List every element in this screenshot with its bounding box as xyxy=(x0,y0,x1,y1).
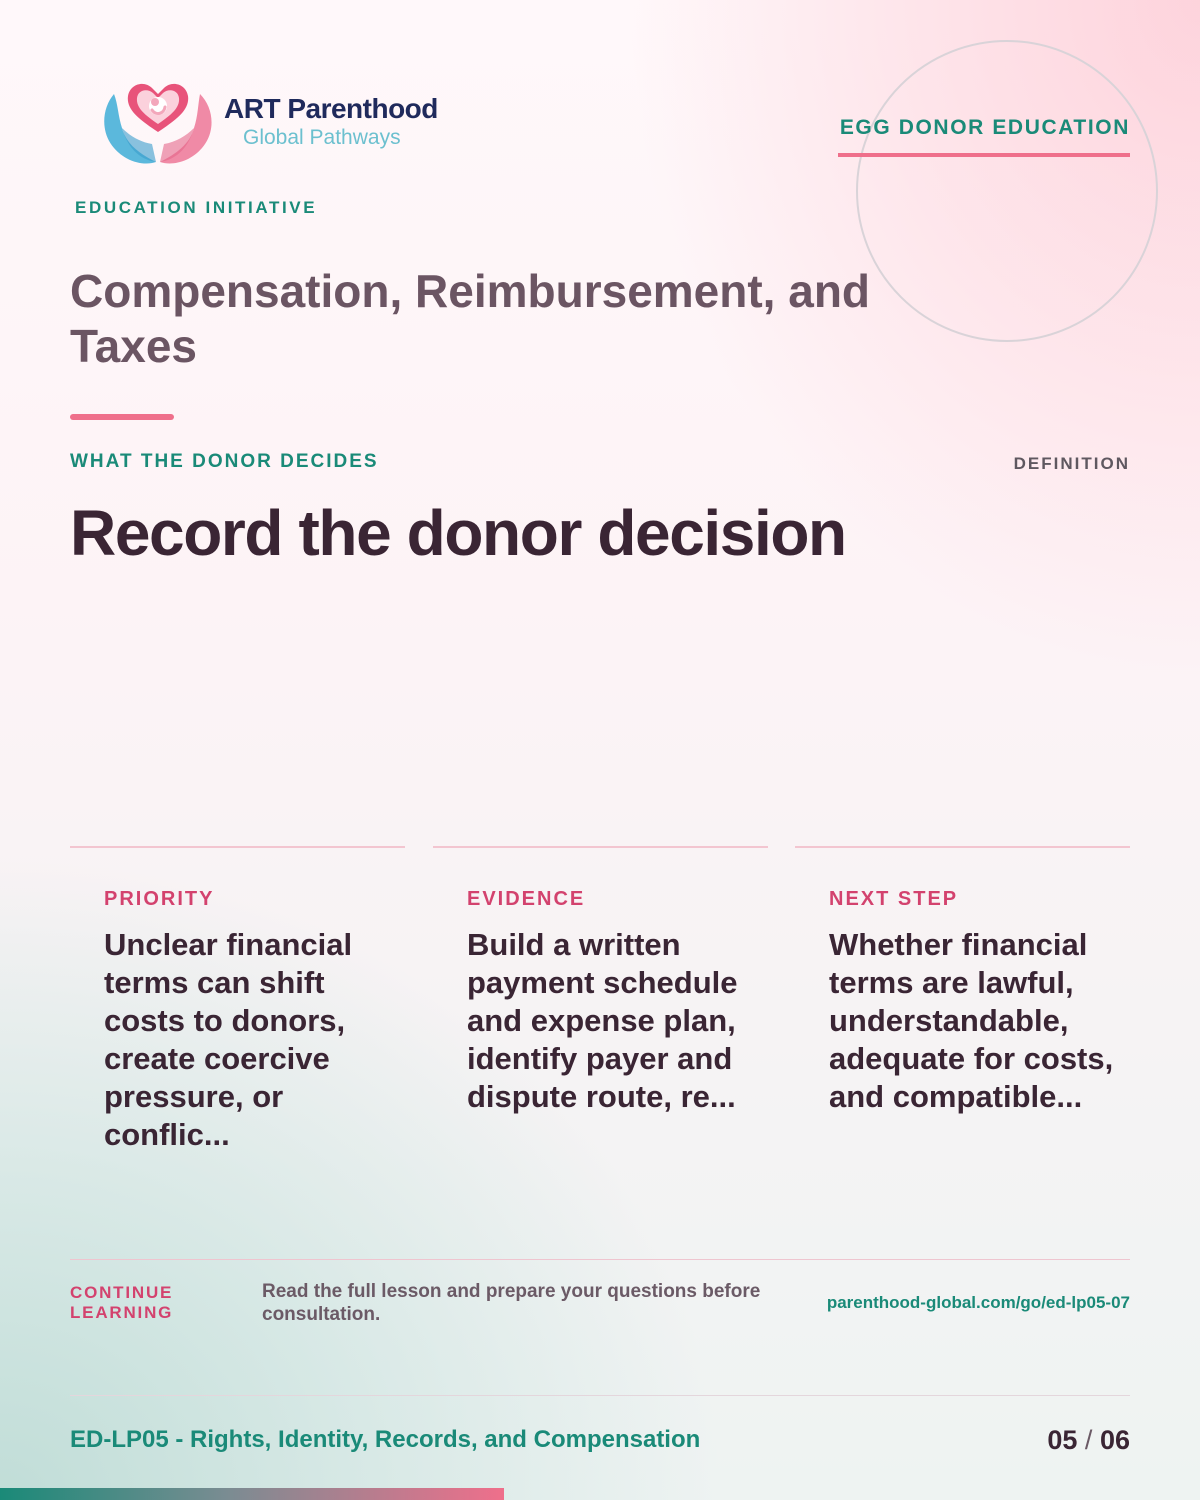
accent-divider xyxy=(70,414,174,420)
lesson-link[interactable]: parenthood-global.com/go/ed-lp05-07 xyxy=(826,1293,1130,1312)
priority-card xyxy=(70,846,405,1208)
brand-name: ART Parenthood xyxy=(224,93,438,124)
category-tag: EGG DONOR EDUCATION xyxy=(839,116,1130,139)
card-body: Whether financial terms are lawful, understandable, adequate for costs, and compatible... xyxy=(829,927,1114,1114)
divider xyxy=(70,1259,1130,1260)
course-title: ED-LP05 - Rights, Identity, Records, and Compensation xyxy=(70,1426,701,1453)
footer-divider xyxy=(70,1395,1130,1396)
card-label: PRIORITY xyxy=(104,888,215,910)
card-body: Build a written payment schedule and expense plan, identify payer and dispute route, re... xyxy=(467,927,738,1114)
initiative-label: EDUCATION INITIATIVE xyxy=(75,198,318,217)
lesson-title: Compensation, Reimbursement, and Taxes xyxy=(70,265,871,372)
card-label: NEXT STEP xyxy=(829,888,959,910)
continue-learning-label: CONTINUE LEARNING xyxy=(70,1283,174,1322)
definition-label: DEFINITION xyxy=(1013,454,1130,473)
continue-learning-text: Read the full lesson and prepare your questions before consultation. xyxy=(262,1281,761,1325)
page-separator: / xyxy=(1084,1425,1093,1455)
card-body: Unclear financial terms can shift costs to donors, create coercive pressure, or conflic... xyxy=(104,927,353,1152)
section-label: WHAT THE DONOR DECIDES xyxy=(70,451,379,472)
brand-logo-icon xyxy=(100,74,216,174)
page-total: 06 xyxy=(1099,1425,1130,1455)
brand-tagline: Global Pathways xyxy=(243,126,401,149)
category-underline xyxy=(838,153,1130,157)
headline: Record the donor decision xyxy=(70,497,846,569)
progress-bar xyxy=(0,1488,504,1500)
evidence-card xyxy=(433,846,768,1208)
next-step-card xyxy=(795,846,1130,1208)
card-label: EVIDENCE xyxy=(467,888,586,910)
page-current: 05 xyxy=(1047,1425,1078,1455)
page-number xyxy=(1047,1425,1130,1456)
